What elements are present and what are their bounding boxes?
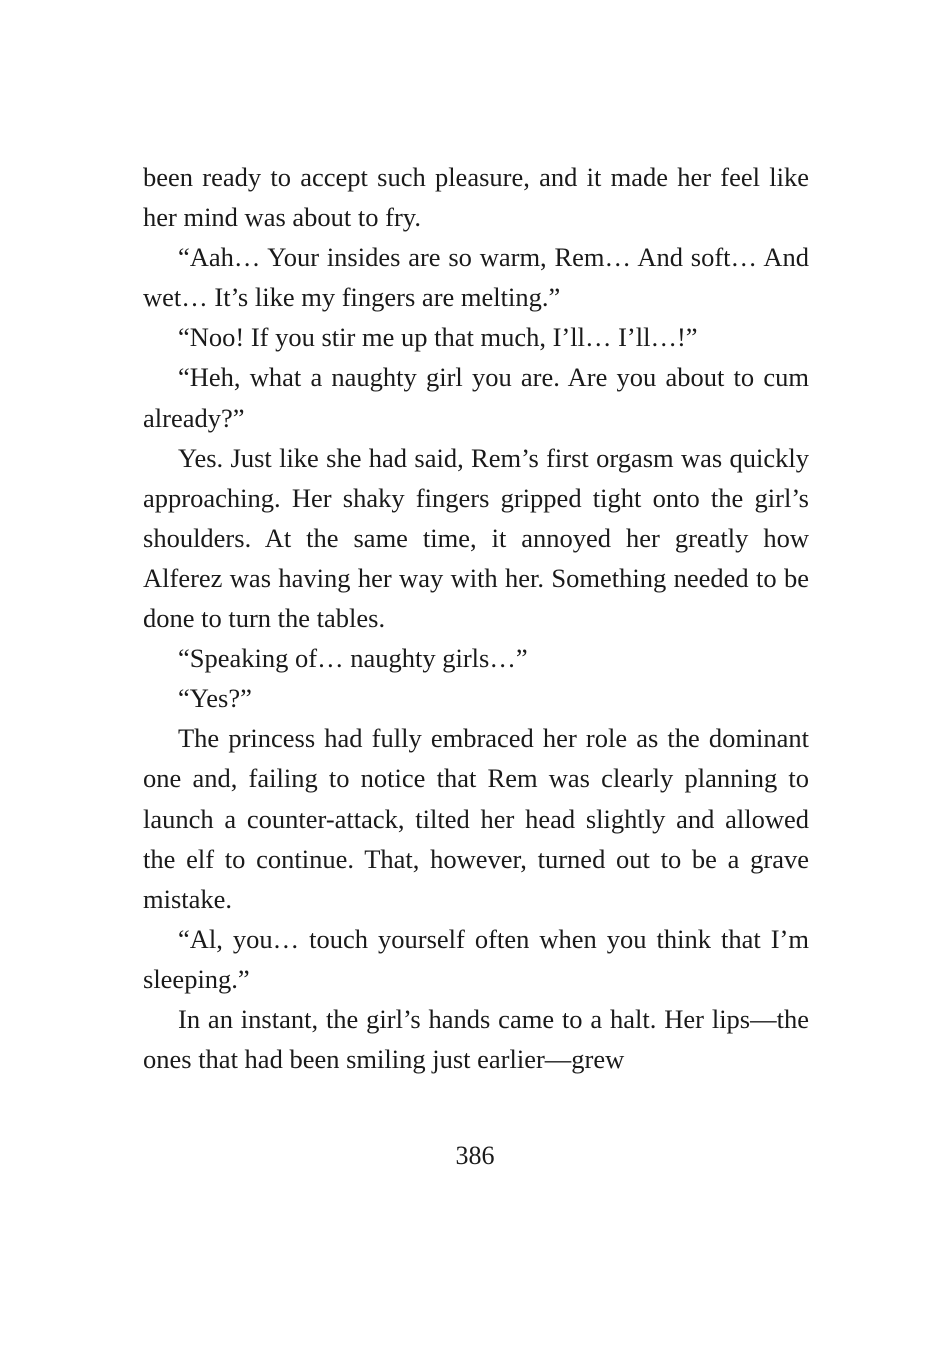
paragraph-10: In an instant, the girl’s hands came to a halt. Her lips—the ones that had been smiling just earlier—grew [143, 1003, 809, 1075]
paragraph-2: “Aah… Your insides are so warm, Rem… And soft… And wet… It’s like my fingers are melting.” [143, 242, 809, 313]
page-number: 386 [455, 1141, 495, 1170]
paragraph-8: The princess had fully embraced her role as the dominant one and, failing to notice that Rem was clearly planning to launch a counter-attack, tilted her head slightly and allowed the elf to continue. That, however, turned out to be a grave mistake. [143, 723, 809, 914]
paragraph-7: “Yes?” [178, 683, 252, 714]
paragraph-5: Yes. Just like she had said, Rem’s first orgasm was quickly approaching. Her shaky fingers gripped tight onto the girl’s shoulders. At the same time, it annoyed her greatly how Alferez was having her way with her. Something needed to be done to turn the tables. [143, 442, 809, 634]
paragraph-6: “Speaking of… naughty girls…” [178, 643, 528, 674]
paragraph-9: “Al, you… touch yourself often when you think that I’m sleeping.” [143, 923, 809, 994]
paragraph-3: “Noo! If you stir me up that much, I’ll… I’ll…!” [178, 322, 698, 353]
paragraph-4: “Heh, what a naughty girl you are. Are you about to cum already?” [143, 362, 809, 433]
paragraph-1: been ready to accept such pleasure, and it made her feel like her mind was about to fry. [143, 162, 809, 233]
body-text [143, 157, 809, 1079]
